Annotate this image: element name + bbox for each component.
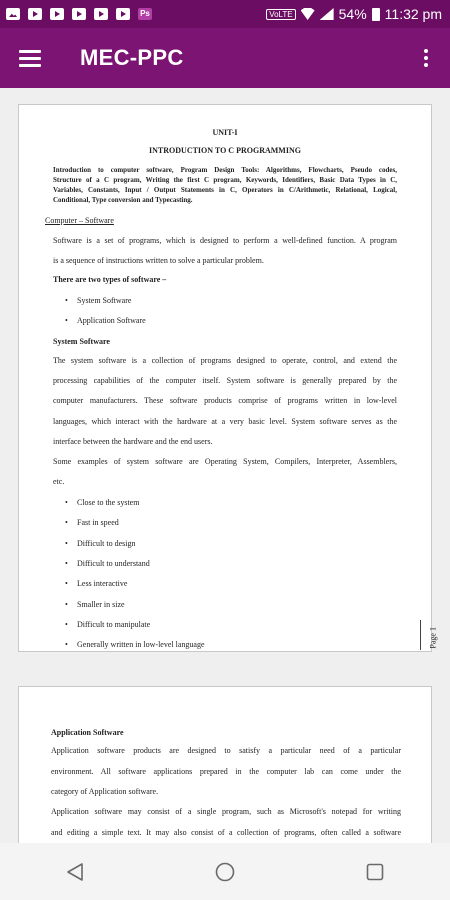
youtube-icon [28, 8, 42, 20]
paragraph-line: environment. All software applications prepared in the computer lab can come under the [51, 767, 401, 776]
signal-icon [320, 8, 334, 20]
syllabus-line: Introduction to computer software, Program Design Tools: Algorithms, Flowcharts, Pseudo codes, [53, 166, 397, 174]
photoshop-icon: Ps [138, 8, 152, 20]
back-button[interactable] [45, 847, 105, 897]
unit-label: UNIT-I [212, 128, 238, 137]
paragraph-line: languages, which interact with the hardware at a very basic level. System software serves as the [53, 417, 397, 426]
paragraph-line: and editing a simple text. It may also consist of a collection of programs, often called a software [51, 828, 401, 837]
syllabus-line: Structure of a C program, Writing the first C program, Keywords, Identifiers, Basic Data Types in C, [53, 176, 397, 184]
youtube-icon [72, 8, 86, 20]
home-icon [214, 861, 236, 883]
menu-button[interactable] [0, 28, 60, 88]
youtube-icon [50, 8, 64, 20]
section-title: Computer – Software [45, 216, 114, 225]
paragraph-line: computer manufacturers. These software products comprise of programs written in low-level [53, 396, 397, 405]
youtube-icon [94, 8, 108, 20]
overflow-menu-button[interactable] [402, 28, 450, 88]
pdf-viewer[interactable] [0, 88, 450, 843]
hamburger-icon [19, 50, 41, 66]
navigation-bar [0, 843, 450, 900]
system-heading: System Software [53, 337, 110, 346]
types-heading: There are two types of software – [53, 275, 167, 284]
clock: 11:32 pm [384, 6, 442, 22]
list-item: • Smaller in size [77, 599, 125, 610]
list-item: • System Software [77, 295, 131, 306]
list-item: • Less interactive [77, 578, 127, 589]
pdf-page-2 [18, 686, 432, 843]
list-item: • Application Software [77, 315, 146, 326]
battery-icon [372, 8, 380, 21]
gallery-icon [6, 8, 20, 20]
page-number-rule [420, 620, 421, 650]
paragraph-line: etc. [53, 477, 65, 486]
list-item: • Difficult to design [77, 538, 136, 549]
app-title: MEC-PPC [80, 45, 184, 70]
chapter-heading: INTRODUCTION TO C PROGRAMMING [149, 146, 301, 155]
recents-button[interactable] [345, 847, 405, 897]
paragraph-line: category of Application software. [51, 787, 159, 796]
paragraph-line: Some examples of system software are Operating System, Compilers, Interpreter, Assemblers, [53, 457, 397, 466]
pdf-page-1 [18, 104, 438, 652]
paragraph-line: processing capabilities of the computer itself. System software is generally prepared by the [53, 376, 397, 385]
definition-line: is a sequence of instructions written to solve a particular problem. [53, 256, 264, 265]
paragraph-line: The system software is a collection of programs designed to operate, control, and extend the [53, 356, 397, 365]
status-bar [0, 0, 450, 28]
list-item: • Fast in speed [77, 517, 119, 528]
syllabus-line: Variables, Constants, Input / Output Statements in C, Operators in C/Arithmetic, Relational, Logical, [53, 186, 397, 194]
page-number: Page 1 [429, 627, 438, 649]
more-vert-icon [424, 49, 428, 67]
volte-badge: VoLTE [266, 9, 295, 20]
battery-percent: 54% [338, 6, 367, 22]
paragraph-line: interface between the hardware and the end users. [53, 437, 213, 446]
syllabus-line: Conditional, Type conversion and Typecasting. [53, 196, 193, 204]
paragraph-line: Application software products are designed to satisfy a particular need of a particular [51, 746, 401, 755]
list-item: • Difficult to understand [77, 558, 150, 569]
youtube-icon [116, 8, 130, 20]
definition-line: Software is a set of programs, which is designed to perform a well-defined function. A program [53, 236, 397, 245]
page2-heading: Application Software [51, 728, 124, 737]
list-item: • Difficult to manipulate [77, 619, 150, 630]
app-bar [0, 28, 450, 88]
list-item: • Close to the system [77, 497, 139, 508]
recents-icon [364, 861, 386, 883]
notification-icons [6, 8, 152, 20]
home-button[interactable] [195, 847, 255, 897]
paragraph-line: Application software may consist of a single program, such as Microsoft's notepad for writing [51, 807, 401, 816]
back-icon [64, 861, 86, 883]
list-item: • Generally written in low-level language [77, 639, 205, 650]
wifi-icon [301, 8, 315, 20]
